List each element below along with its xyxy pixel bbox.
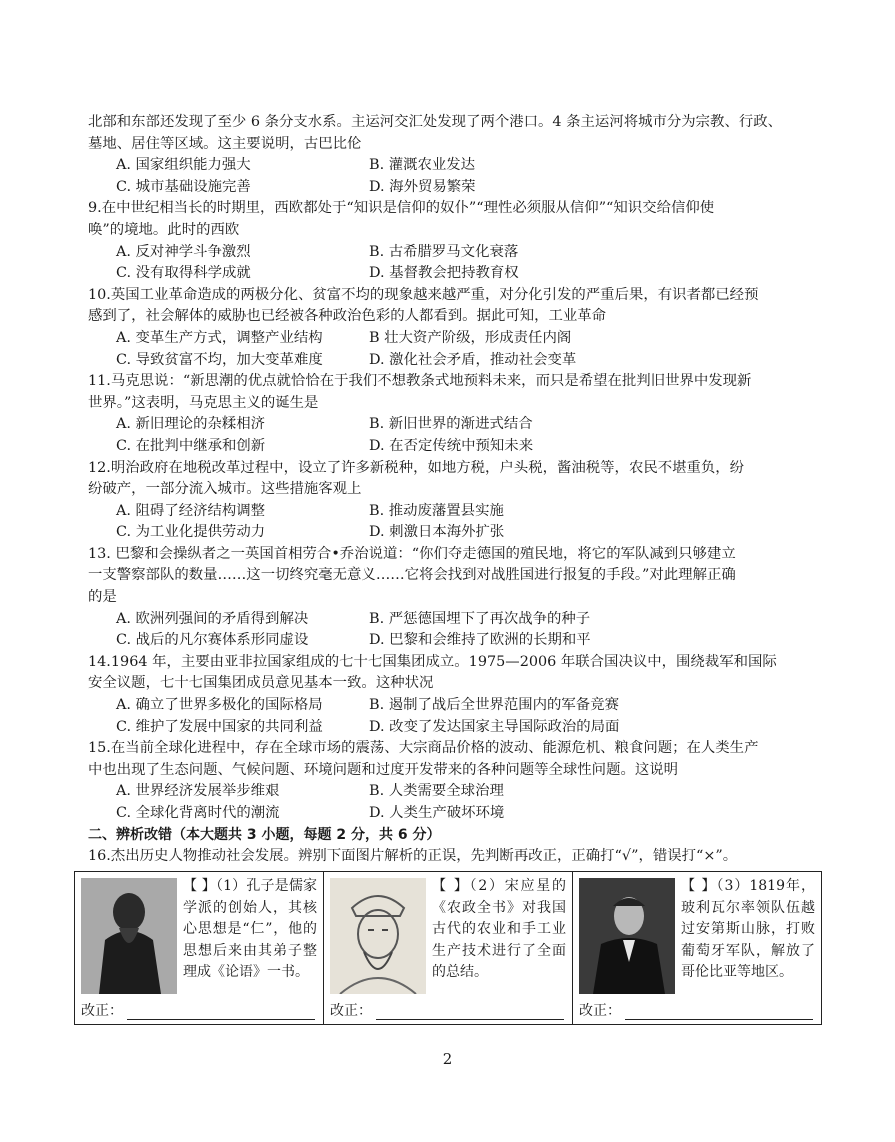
confucius-portrait bbox=[81, 878, 177, 994]
option-c: C. 全球化背离时代的潮流 bbox=[116, 805, 280, 821]
question-15-stem-line-1: 15.在当前全球化进程中，存在全球市场的震荡、大宗商品价格的波动、能源危机、粮食问题；在人类生产 bbox=[88, 740, 759, 757]
question-8-options-row-2 bbox=[88, 177, 828, 199]
option-c: C. 维护了发展中国家的共同利益 bbox=[116, 718, 323, 735]
correction-label: 改正： bbox=[81, 1003, 123, 1019]
question-10-options-row-2 bbox=[88, 350, 828, 372]
panel-2-statement: 【 】（2）宋应星的《农政全书》对我国古代的农业和手工业生产技术进行了全面的总结。 bbox=[432, 878, 566, 980]
option-b: B. 遏制了战后全世界范围内的军备竞赛 bbox=[369, 697, 619, 714]
question-16-stem: 16.杰出历史人物推动社会发展。辨别下面图片解析的正误，先判断再改正，正确打“√”，错误打“×”。 bbox=[88, 848, 738, 865]
question-15-options-row-1 bbox=[88, 781, 828, 803]
option-d: D. 海外贸易繁荣 bbox=[369, 178, 476, 195]
question-14-options-row-1 bbox=[88, 695, 828, 717]
question-9-options-row-1 bbox=[88, 242, 828, 264]
question-14-stem-line-2: 安全议题，七十七国集团成员意见基本一致。这种状况 bbox=[88, 675, 434, 692]
question-11-options-row-2 bbox=[88, 436, 828, 458]
panel-song-yingxing bbox=[324, 872, 573, 1024]
question-content bbox=[88, 112, 828, 868]
question-13-options-row-2 bbox=[88, 630, 828, 652]
question-13-stem-line-3: 的是 bbox=[88, 589, 117, 606]
option-a: A. 世界经济发展举步维艰 bbox=[116, 783, 280, 800]
correction-label: 改正： bbox=[330, 1003, 372, 1019]
option-a: A. 反对神学斗争激烈 bbox=[116, 243, 251, 260]
question-10-stem-line-2: 感到了，社会解体的威胁也已经被各种政治色彩的人都看到。据此可知，工业革命 bbox=[88, 308, 607, 325]
question-14-stem-line-1: 14.1964 年，主要由亚非拉国家组成的七十七国集团成立。1975—2006 年联合国决议中，围绕裁军和国际 bbox=[88, 653, 777, 670]
question-15-stem-line-2: 中也出现了生态问题、气候问题、环境问题和过度开发带来的各种问题等全球性问题。这说明 bbox=[88, 761, 679, 778]
question-8-text-line-2: 墓地、居住等区域。这主要说明，古巴比伦 bbox=[88, 135, 362, 152]
option-a: A. 确立了世界多极化的国际格局 bbox=[116, 697, 323, 714]
panel-confucius bbox=[75, 872, 324, 1024]
option-c: C. 为工业化提供劳动力 bbox=[116, 524, 266, 541]
panel-1-correction bbox=[81, 1000, 315, 1020]
section-2-heading: 二、辨析改错（本大题共 3 小题，每题 2 分，共 6 分） bbox=[88, 826, 441, 843]
bolivar-portrait bbox=[579, 878, 675, 994]
option-a: A. 阻碍了经济结构调整 bbox=[116, 502, 266, 519]
correction-input-line[interactable] bbox=[127, 1005, 315, 1020]
question-12-options-row-2 bbox=[88, 522, 828, 544]
option-d: D. 激化社会矛盾，推动社会变革 bbox=[369, 351, 577, 368]
option-d: D. 巴黎和会维持了欧洲的长期和平 bbox=[369, 632, 591, 649]
option-d: D. 改变了发达国家主导国际政治的局面 bbox=[369, 718, 620, 735]
question-13-options-row-1 bbox=[88, 609, 828, 631]
option-a: A. 新旧理论的杂糅相济 bbox=[116, 416, 266, 433]
question-13-stem-line-2: 一支警察部队的数量……这一切终究毫无意义……它将会找到对战胜国进行报复的手段。”对此理解正确 bbox=[88, 567, 736, 584]
question-9-stem-line-1: 9.在中世纪相当长的时期里，西欧都处于“知识是信仰的奴仆”“理性必须服从信仰”“知识交给信仰使 bbox=[88, 200, 715, 217]
question-12-stem-line-2: 纷破产，一部分流入城市。这些措施客观上 bbox=[88, 481, 362, 498]
question-11-stem-line-2: 世界。”这表明，马克思主义的诞生是 bbox=[88, 394, 319, 411]
option-c: C. 城市基础设施完善 bbox=[116, 178, 251, 195]
question-9-options-row-2 bbox=[88, 263, 828, 285]
question-12-options-row-1 bbox=[88, 501, 828, 523]
question-15-options-row-2 bbox=[88, 803, 828, 825]
question-8-options-row-1 bbox=[88, 155, 828, 177]
option-a: A. 变革生产方式，调整产业结构 bbox=[116, 329, 323, 346]
question-13-stem-line-1: 13. 巴黎和会操纵者之一英国首相劳合•乔治说道：“你们夺走德国的殖民地，将它的军队减到只够建立 bbox=[88, 545, 736, 562]
question-11-stem-line-1: 11.马克思说：“新思潮的优点就恰恰在于我们不想教条式地预料未来，而只是希望在批判旧世界中发现新 bbox=[88, 373, 752, 390]
option-c: C. 导致贫富不均，加大变革难度 bbox=[116, 351, 323, 368]
option-b: B. 严惩德国埋下了再次战争的种子 bbox=[369, 610, 591, 627]
question-11-options-row-1 bbox=[88, 414, 828, 436]
question-10-stem-line-1: 10.英国工业革命造成的两极分化、贫富不均的现象越来越严重，对分化引发的严重后果，有识者都已经预 bbox=[88, 286, 759, 303]
panel-1-statement: 【 】（1）孔子是儒家学派的创始人，其核心思想是“仁”，他的思想后来由其弟子整理成《论语》一书。 bbox=[183, 878, 317, 980]
panel-3-statement: 【 】（3）1819年，玻利瓦尔率领队伍越过安第斯山脉，打败葡萄牙军队，解放了哥伦比亚等地区。 bbox=[681, 878, 815, 980]
correction-input-line[interactable] bbox=[625, 1005, 813, 1020]
option-b: B. 新旧世界的渐进式结合 bbox=[369, 416, 533, 433]
option-a: A. 国家组织能力强大 bbox=[116, 157, 251, 174]
question-10-options-row-1 bbox=[88, 328, 828, 350]
option-b: B. 人类需要全球治理 bbox=[369, 783, 504, 800]
page-number: 2 bbox=[442, 1050, 453, 1068]
question-8-text-line-1: 北部和东部还发现了至少 6 条分支水系。主运河交汇处发现了两个港口。4 条主运河将城市分为宗教、行政、 bbox=[88, 114, 783, 130]
option-d: D. 人类生产破坏环境 bbox=[369, 805, 505, 821]
option-b: B. 推动废藩置县实施 bbox=[369, 502, 504, 519]
option-b: B. 古希腊罗马文化衰落 bbox=[369, 243, 519, 260]
option-a: A. 欧洲列强间的矛盾得到解决 bbox=[116, 610, 309, 627]
correction-input-line[interactable] bbox=[376, 1005, 564, 1020]
option-c: C. 没有取得科学成就 bbox=[116, 265, 251, 282]
option-c: C. 在批判中继承和创新 bbox=[116, 437, 266, 454]
option-d: D. 基督教会把持教育权 bbox=[369, 265, 519, 282]
song-yingxing-portrait bbox=[330, 878, 426, 994]
option-d: D. 刺激日本海外扩张 bbox=[369, 524, 505, 541]
analysis-panels bbox=[74, 871, 822, 1025]
panel-3-correction bbox=[579, 1000, 813, 1020]
question-9-stem-line-2: 唤”的境地。此时的西欧 bbox=[88, 221, 240, 238]
option-d: D. 在否定传统中预知未来 bbox=[369, 437, 534, 454]
option-b: B 壮大资产阶级，形成责任内阁 bbox=[369, 329, 572, 346]
option-c: C. 战后的凡尔赛体系形同虚设 bbox=[116, 632, 309, 649]
panel-bolivar bbox=[573, 872, 821, 1024]
correction-label: 改正： bbox=[579, 1003, 621, 1019]
option-b: B. 灌溉农业发达 bbox=[369, 157, 476, 174]
question-14-options-row-2 bbox=[88, 717, 828, 739]
panel-2-correction bbox=[330, 1000, 564, 1020]
question-12-stem-line-1: 12.明治政府在地税改革过程中，设立了许多新税种，如地方税，户头税，酱油税等，农民不堪重负，纷 bbox=[88, 459, 745, 476]
